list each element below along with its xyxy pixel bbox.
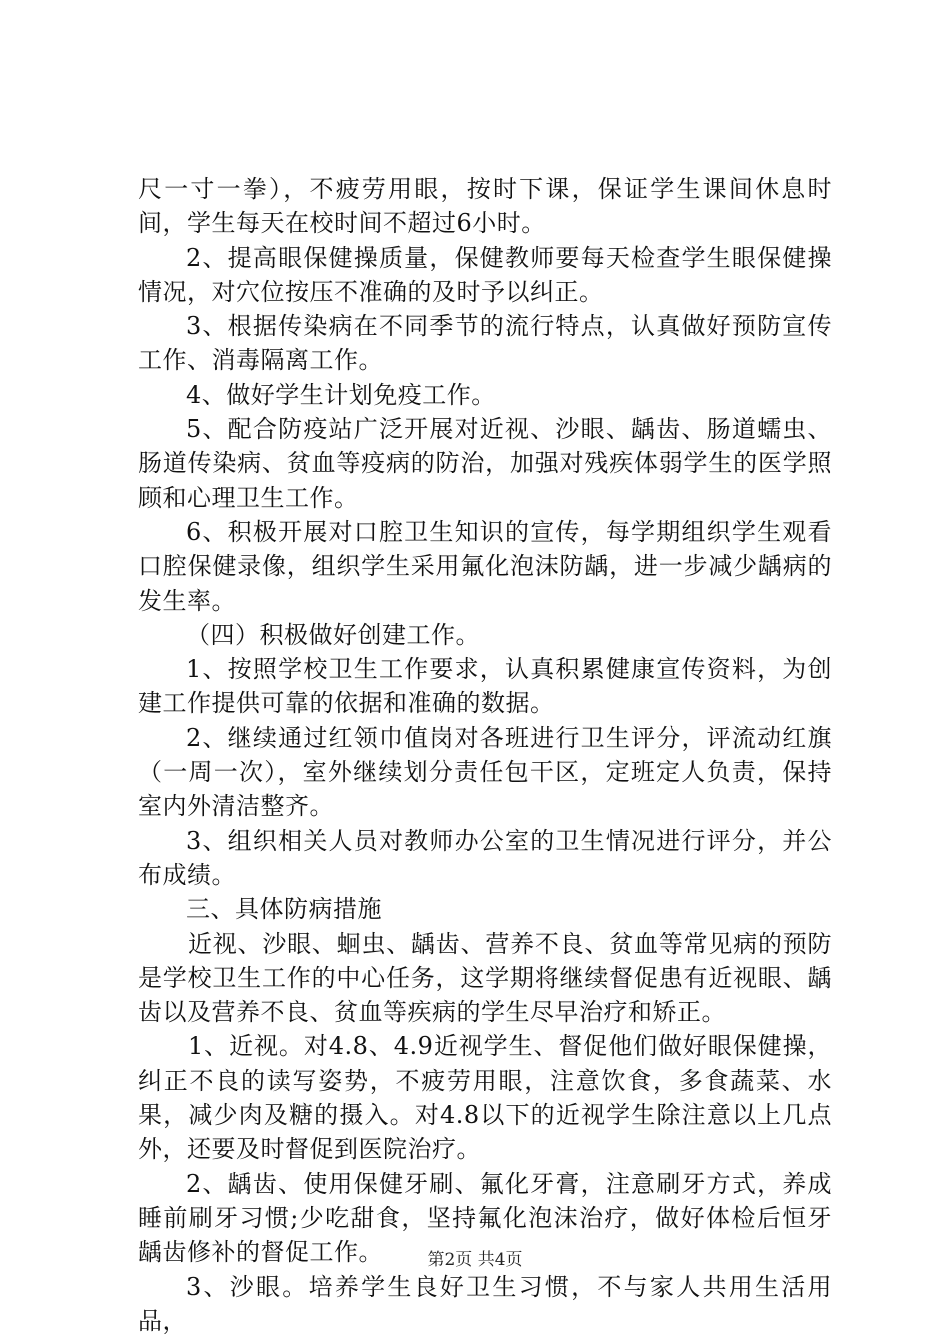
paragraph: 1、近视。对4.8、4.9近视学生、督促他们做好眼保健操，纠正不良的读写姿势，不疲劳用眼，注意饮食，多食蔬菜、水果，减少肉及糖的摄入。对4.8以下的近视学生除注意以上几点外，还要及时督促到医院治疗。 xyxy=(138,1032,832,1164)
paragraph: 1、按照学校卫生工作要求，认真积累健康宣传资料，为创建工作提供可靠的依据和准确的数据。 xyxy=(138,655,832,718)
paragraph: 3、沙眼。培养学生良好卫生习惯，不与家人共用生活用品， xyxy=(138,1272,832,1335)
section-heading: （四）积极做好创建工作。 xyxy=(186,620,480,649)
page-number-footer: 第2页 共4页 xyxy=(427,1250,523,1270)
paragraph: 4、做好学生计划免疫工作。 xyxy=(186,380,496,409)
section-heading: 三、具体防病措施 xyxy=(186,895,382,924)
paragraph: 5、配合防疫站广泛开展对近视、沙眼、龋齿、肠道蠕虫、肠道传染病、贫血等疫病的防治，加强对残疾体弱学生的医学照顾和心理卫生工作。 xyxy=(138,415,832,512)
paragraph: 2、龋齿、使用保健牙刷、氟化牙膏，注意刷牙方式，养成睡前刷牙习惯;少吃甜食，坚持氟化泡沫治疗，做好体检后恒牙龋齿修补的督促工作。 xyxy=(138,1169,832,1267)
paragraph: 3、组织相关人员对教师办公室的卫生情况进行评分，并公布成绩。 xyxy=(138,826,832,889)
document-body xyxy=(138,172,832,1338)
paragraph: 近视、沙眼、蛔虫、龋齿、营养不良、贫血等常见病的预防是学校卫生工作的中心任务，这学期将继续督促患有近视眼、龋齿以及营养不良、贫血等疾病的学生尽早治疗和矫正。 xyxy=(138,929,832,1027)
paragraph: 3、根据传染病在不同季节的流行特点，认真做好预防宣传工作、消毒隔离工作。 xyxy=(138,312,832,375)
paragraph: 尺一寸一拳），不疲劳用眼，按时下课，保证学生课间休息时间，学生每天在校时间不超过6小时。 xyxy=(138,175,832,238)
paragraph: 6、积极开展对口腔卫生知识的宣传，每学期组织学生观看口腔保健录像，组织学生采用氟化泡沫防龋，进一步减少龋病的发生率。 xyxy=(138,517,832,615)
paragraph: 2、提高眼保健操质量，保健教师要每天检查学生眼保健操情况，对穴位按压不准确的及时予以纠正。 xyxy=(138,243,832,306)
paragraph: 2、继续通过红领巾值岗对各班进行卫生评分，评流动红旗（一周一次），室外继续划分责任包干区，定班定人负责，保持室内外清洁整齐。 xyxy=(138,723,832,821)
